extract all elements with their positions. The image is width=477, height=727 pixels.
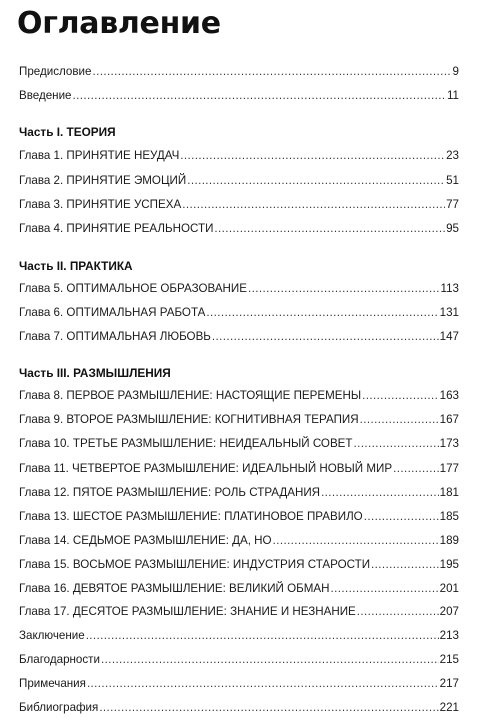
toc-entry-page: 77	[446, 198, 459, 211]
toc-entry-bibliography[interactable]	[19, 699, 459, 717]
toc-entry-chapter-13[interactable]	[19, 508, 459, 526]
dot-leader	[73, 87, 446, 105]
toc-entry-label: Благодарности	[19, 653, 100, 666]
toc-entry-page: 95	[446, 222, 459, 235]
toc-entry-chapter-14[interactable]	[19, 532, 459, 550]
toc-entry-label: Предисловие	[19, 65, 92, 78]
dot-leader	[393, 460, 439, 478]
dot-leader	[214, 220, 445, 238]
toc-entry-label: Заключение	[19, 629, 85, 642]
page-title: Оглавление	[17, 6, 221, 41]
toc-entry-label: Глава 6. ОПТИМАЛЬНАЯ РАБОТА	[19, 306, 206, 319]
toc-entry-chapter-3[interactable]	[19, 196, 459, 214]
toc-entry-page: 195	[439, 558, 459, 571]
dot-leader	[273, 532, 439, 550]
dot-leader	[92, 63, 451, 81]
part-heading-2: Часть II. ПРАКТИКА	[19, 259, 133, 273]
toc-entry-chapter-16[interactable]	[19, 580, 459, 598]
toc-entry-label: Глава 13. ШЕСТОЕ РАЗМЫШЛЕНИЕ: ПЛАТИНОВОЕ ПРАВИЛО	[19, 510, 363, 523]
toc-entry-preface[interactable]	[19, 63, 459, 81]
toc-entry-label: Глава 14. СЕДЬМОЕ РАЗМЫШЛЕНИЕ: ДА, НО	[19, 534, 272, 547]
dot-leader	[101, 651, 439, 669]
toc-entry-chapter-7[interactable]	[19, 328, 459, 346]
dot-leader	[99, 699, 438, 717]
toc-entry-page: 163	[439, 389, 459, 402]
dot-leader	[182, 196, 445, 214]
toc-entry-chapter-4[interactable]	[19, 220, 459, 238]
toc-entry-page: 181	[439, 486, 459, 499]
toc-entry-label: Примечания	[19, 677, 86, 690]
toc-entry-chapter-11[interactable]	[19, 460, 459, 478]
toc-entry-label: Глава 15. ВОСЬМОЕ РАЗМЫШЛЕНИЕ: ИНДУСТРИЯ СТАРОСТИ	[19, 558, 371, 571]
toc-entry-chapter-9[interactable]	[19, 411, 459, 429]
toc-entry-label: Глава 5. ОПТИМАЛЬНОЕ ОБРАЗОВАНИЕ	[19, 282, 247, 295]
toc-entry-chapter-2[interactable]	[19, 172, 459, 190]
toc-entry-label: Глава 4. ПРИНЯТИЕ РЕАЛЬНОСТИ	[19, 222, 214, 235]
toc-entry-label: Библиография	[19, 701, 99, 714]
dot-leader	[364, 508, 439, 526]
toc-entry-page: 207	[439, 605, 459, 618]
toc-entry-page: 185	[439, 510, 459, 523]
dot-leader	[180, 147, 445, 165]
toc-entry-page: 167	[439, 413, 459, 426]
toc-entry-label: Глава 3. ПРИНЯТИЕ УСПЕХА	[19, 198, 182, 211]
toc-entry-label: Глава 2. ПРИНЯТИЕ ЭМОЦИЙ	[19, 174, 187, 187]
dot-leader	[321, 484, 439, 502]
toc-entry-label: Глава 11. ЧЕТВЕРТОЕ РАЗМЫШЛЕНИЕ: ИДЕАЛЬНЫЙ НОВЫЙ МИР	[19, 462, 393, 475]
toc-entry-page: 201	[439, 582, 459, 595]
toc-entry-conclusion[interactable]	[19, 627, 459, 645]
toc-entry-chapter-12[interactable]	[19, 484, 459, 502]
toc-entry-chapter-8[interactable]	[19, 387, 459, 405]
dot-leader	[248, 280, 440, 298]
toc-entry-notes[interactable]	[19, 675, 459, 693]
toc-entry-page: 113	[440, 282, 459, 295]
toc-entry-acknowledgements[interactable]	[19, 651, 459, 669]
toc-entry-page: 177	[439, 462, 459, 475]
toc-entry-chapter-17[interactable]	[19, 603, 459, 621]
toc-entry-label: Введение	[19, 89, 72, 102]
dot-leader	[371, 556, 439, 574]
toc-entry-page: 173	[439, 437, 459, 450]
dot-leader	[212, 328, 439, 346]
toc-entry-chapter-1[interactable]	[19, 147, 459, 165]
toc-entry-label: Глава 8. ПЕРВОЕ РАЗМЫШЛЕНИЕ: НАСТОЯЩИЕ ПЕРЕМЕНЫ	[19, 389, 362, 402]
toc-entry-page: 23	[446, 149, 459, 162]
toc-entry-page: 147	[439, 330, 459, 343]
toc-entry-label: Глава 9. ВТОРОЕ РАЗМЫШЛЕНИЕ: КОГНИТИВНАЯ ТЕРАПИЯ	[19, 413, 359, 426]
dot-leader	[330, 580, 438, 598]
toc-entry-label: Глава 12. ПЯТОЕ РАЗМЫШЛЕНИЕ: РОЛЬ СТРАДАНИЯ	[19, 486, 321, 499]
dot-leader	[354, 435, 439, 453]
toc-entry-chapter-5[interactable]	[19, 280, 459, 298]
dot-leader	[86, 627, 439, 645]
dot-leader	[360, 411, 439, 429]
toc-entry-chapter-15[interactable]	[19, 556, 459, 574]
toc-entry-label: Глава 17. ДЕСЯТОЕ РАЗМЫШЛЕНИЕ: ЗНАНИЕ И НЕЗНАНИЕ	[19, 605, 356, 618]
toc-entry-label: Глава 7. ОПТИМАЛЬНАЯ ЛЮБОВЬ	[19, 330, 211, 343]
toc-entry-introduction[interactable]	[19, 87, 459, 105]
toc-entry-page: 189	[439, 534, 459, 547]
dot-leader	[362, 387, 439, 405]
dot-leader	[206, 304, 438, 322]
toc-entry-page: 221	[439, 701, 459, 714]
toc-entry-label: Глава 1. ПРИНЯТИЕ НЕУДАЧ	[19, 149, 180, 162]
toc-entry-chapter-6[interactable]	[19, 304, 459, 322]
toc-entry-page: 215	[439, 653, 459, 666]
toc-entry-chapter-10[interactable]	[19, 435, 459, 453]
toc-entry-page: 11	[446, 89, 459, 102]
dot-leader	[357, 603, 439, 621]
toc-entry-page: 51	[446, 174, 459, 187]
toc-entry-page: 213	[439, 629, 459, 642]
toc-entry-page: 217	[439, 677, 459, 690]
toc-entry-page: 9	[452, 65, 459, 78]
part-heading-1: Часть I. ТЕОРИЯ	[19, 125, 116, 139]
part-heading-3: Часть III. РАЗМЫШЛЕНИЯ	[19, 366, 171, 380]
toc-entry-page: 131	[439, 306, 459, 319]
toc-entry-label: Глава 10. ТРЕТЬЕ РАЗМЫШЛЕНИЕ: НЕИДЕАЛЬНЫЙ СОВЕТ	[19, 437, 353, 450]
dot-leader	[87, 675, 439, 693]
toc-entry-label: Глава 16. ДЕВЯТОЕ РАЗМЫШЛЕНИЕ: ВЕЛИКИЙ ОБМАН	[19, 582, 330, 595]
dot-leader	[187, 172, 445, 190]
